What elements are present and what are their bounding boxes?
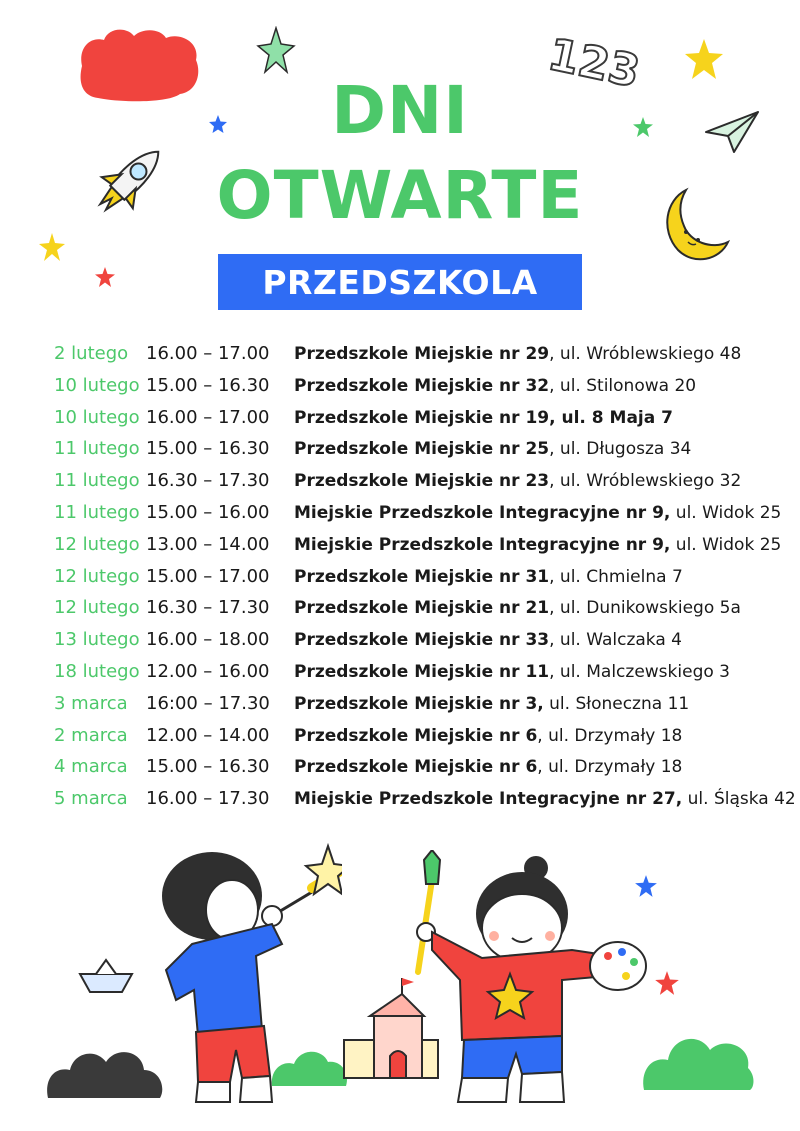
event-time: 16.00 – 17.00: [146, 406, 270, 428]
kindergarten-name: Przedszkole Miejskie nr 32: [294, 375, 550, 396]
schedule-row: [0, 624, 800, 656]
subtitle-banner: PRZEDSZKOLA: [218, 254, 582, 310]
event-time: 15.00 – 16.30: [146, 438, 270, 460]
event-time: 16.00 – 17.00: [146, 343, 270, 364]
kindergarten-address: , ul. Chmielna 7: [549, 566, 683, 587]
schedule-row: [0, 497, 800, 529]
red-star-icon: [654, 970, 680, 996]
event-date: 11 lutego: [54, 470, 140, 492]
kindergarten-name: Przedszkole Miejskie nr 21: [294, 598, 550, 619]
event-date: 4 marca: [54, 756, 128, 778]
event-date: 12 lutego: [54, 565, 140, 587]
yellow-star-icon: [684, 38, 724, 80]
schedule-row: [0, 592, 800, 624]
schedule-row: [0, 720, 800, 752]
event-date: 2 marca: [54, 724, 128, 746]
green-bush-shape: [270, 1044, 350, 1088]
kindergarten-address: , ul. Malczewskiego 3: [549, 662, 730, 682]
event-place: [294, 751, 682, 783]
event-place: [294, 624, 682, 656]
event-time: 13.00 – 14.00: [146, 533, 270, 555]
red-star-icon: [94, 266, 116, 288]
event-place: [294, 783, 796, 815]
event-date: 12 lutego: [54, 533, 140, 555]
event-place: [294, 497, 781, 529]
kindergarten-name: Przedszkole Miejskie nr 19, ul. 8 Maja 7: [294, 407, 673, 428]
kindergarten-name: Przedszkole Miejskie nr 23: [294, 471, 550, 492]
kindergarten-address: , ul. Wróblewskiego 32: [549, 471, 742, 492]
event-time: 15.00 – 16.30: [146, 374, 270, 396]
event-date: 10 lutego: [54, 406, 140, 428]
kindergarten-address: , ul. Drzymały 18: [537, 725, 683, 746]
kindergarten-address: ul. Widok 25: [670, 503, 782, 523]
kindergarten-name: Przedszkole Miejskie nr 33: [294, 630, 550, 651]
schedule-row: [0, 338, 800, 370]
schedule-row: [0, 465, 800, 497]
event-time: 16.00 – 18.00: [146, 629, 270, 651]
green-bush-shape: [640, 1022, 756, 1092]
event-place: [294, 433, 691, 465]
paper-boat-icon: [78, 958, 134, 994]
event-place: [294, 592, 741, 624]
event-date: 11 lutego: [54, 502, 140, 523]
girl-figure: [412, 850, 652, 1120]
event-time: 16.00 – 17.30: [146, 788, 270, 810]
event-time: 16.30 – 17.30: [146, 597, 270, 619]
event-time: 16:00 – 17.30: [146, 692, 270, 714]
event-place: [294, 688, 689, 720]
event-time: 16.30 – 17.30: [146, 470, 270, 492]
event-place: [294, 465, 741, 497]
event-date: 10 lutego: [54, 374, 140, 396]
kindergarten-address: , ul. Walczaka 4: [549, 630, 682, 651]
schedule-row: [0, 751, 800, 783]
kindergarten-name: Przedszkole Miejskie nr 6: [294, 757, 538, 778]
event-place: [294, 370, 696, 402]
kindergarten-name: Przedszkole Miejskie nr 11: [294, 662, 550, 682]
kindergarten-name: Przedszkole Miejskie nr 25: [294, 439, 550, 460]
schedule-row: [0, 529, 800, 561]
event-date: 11 lutego: [54, 438, 140, 460]
kindergarten-address: , ul. Drzymały 18: [537, 757, 683, 778]
event-time: 15.00 – 16.30: [146, 756, 270, 778]
green-star-icon: [256, 26, 296, 74]
yellow-star-icon: [38, 232, 66, 262]
schedule-row: [0, 783, 800, 815]
event-time: 12.00 – 14.00: [146, 724, 270, 746]
event-time: 15.00 – 16.00: [146, 502, 270, 523]
event-date: 5 marca: [54, 788, 128, 810]
kindergarten-address: , ul. Stilonowa 20: [549, 375, 697, 396]
kindergarten-name: Przedszkole Miejskie nr 6: [294, 725, 538, 746]
title-line-1: DNI: [331, 72, 469, 149]
event-place: [294, 720, 682, 752]
event-date: 13 lutego: [54, 629, 140, 651]
schedule-row: [0, 433, 800, 465]
doodle-numbers: 123: [543, 29, 645, 98]
event-time: 12.00 – 16.00: [146, 661, 270, 682]
kindergarten-name: Przedszkole Miejskie nr 31: [294, 566, 550, 587]
kindergarten-name: Miejskie Przedszkole Integracyjne nr 9,: [294, 503, 671, 523]
event-date: 18 lutego: [54, 661, 140, 682]
schedule-row: [0, 561, 800, 593]
event-place: [294, 402, 673, 434]
kindergarten-name: Miejskie Przedszkole Integracyjne nr 9,: [294, 534, 671, 555]
kindergarten-name: Przedszkole Miejskie nr 29: [294, 344, 550, 364]
event-place: [294, 529, 781, 561]
kindergarten-address: ul. Widok 25: [670, 534, 782, 555]
schedule-row: [0, 370, 800, 402]
kindergarten-name: Miejskie Przedszkole Integracyjne nr 27,: [294, 789, 683, 810]
dark-bush-shape: [44, 1040, 164, 1100]
event-time: 15.00 – 17.00: [146, 565, 270, 587]
event-date: 3 marca: [54, 692, 128, 714]
kindergarten-address: , ul. Długosza 34: [549, 439, 692, 460]
event-place: [294, 656, 730, 688]
event-date: 12 lutego: [54, 597, 140, 619]
title-line-2: OTWARTE: [216, 157, 584, 234]
event-place: [294, 338, 741, 370]
kindergarten-address: ul. Słoneczna 11: [543, 693, 690, 714]
kindergarten-name: Przedszkole Miejskie nr 3,: [294, 693, 544, 714]
event-place: [294, 561, 683, 593]
event-date: 2 lutego: [54, 343, 129, 364]
kindergarten-address: , ul. Dunikowskiego 5a: [549, 598, 741, 619]
blue-star-icon: [634, 874, 658, 898]
schedule-row: [0, 688, 800, 720]
schedule-row: [0, 402, 800, 434]
schedule-row: [0, 656, 800, 688]
kindergarten-address: , ul. Wróblewskiego 48: [549, 344, 742, 364]
kindergarten-address: ul. Śląska 42: [682, 789, 796, 810]
